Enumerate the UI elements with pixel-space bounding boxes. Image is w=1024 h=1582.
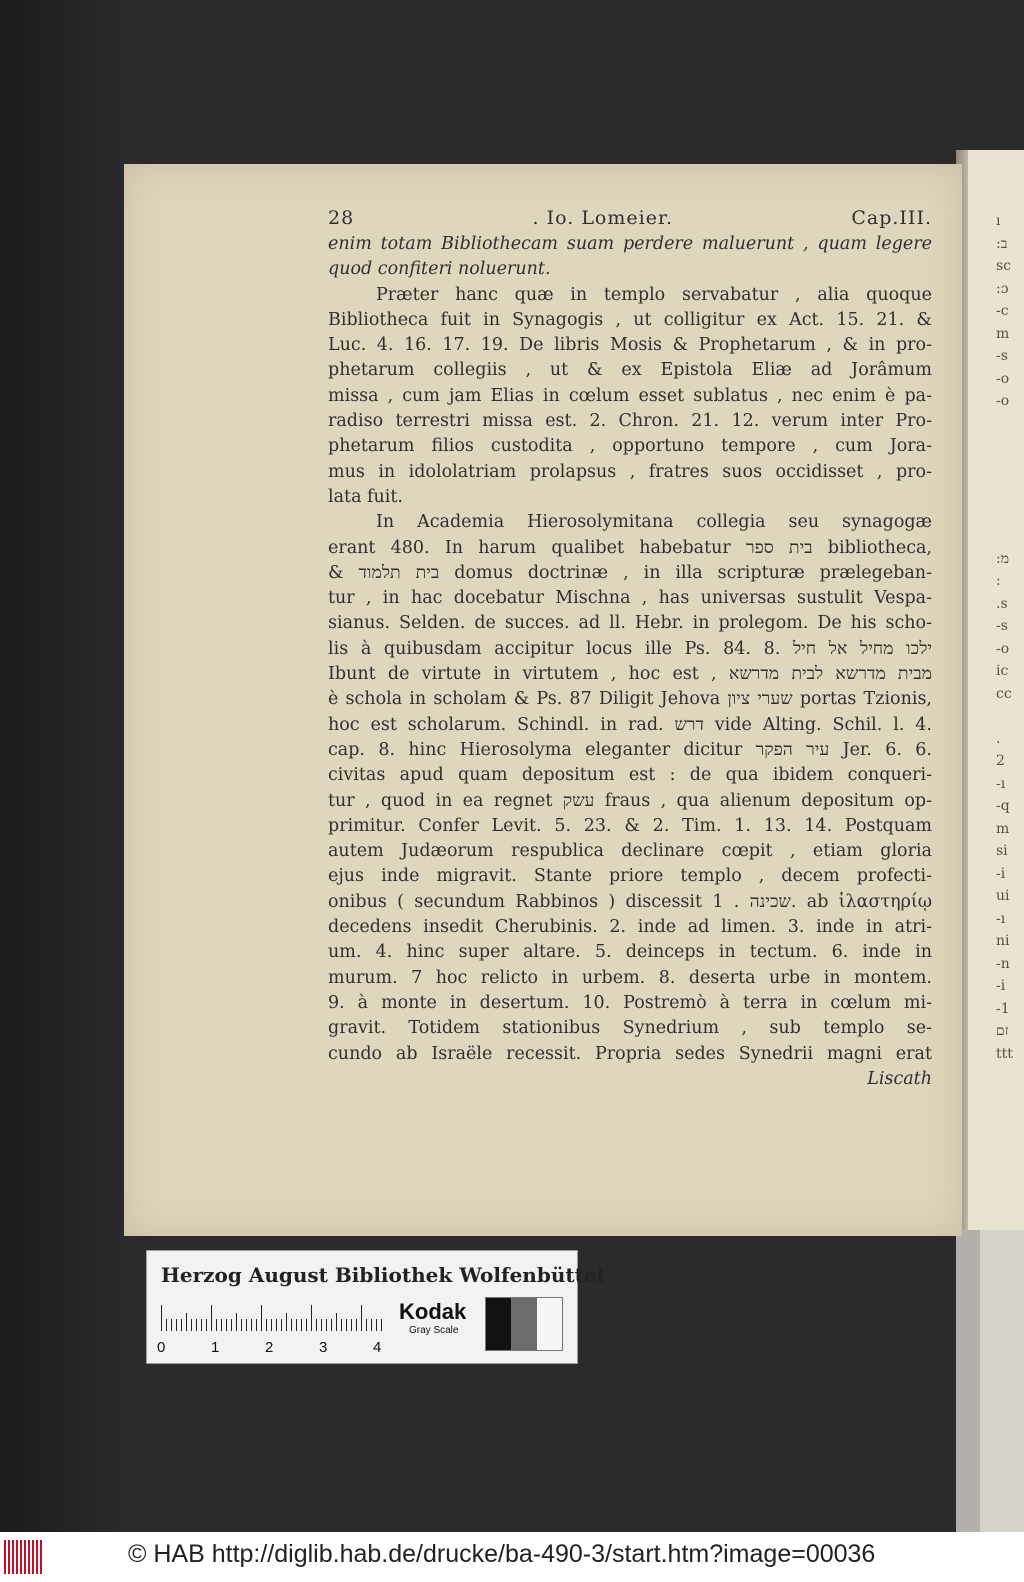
text-line: erant 480. In harum qualibet habebatur בית ספר bibliotheca, bbox=[328, 537, 932, 558]
ruler-tick bbox=[351, 1319, 352, 1331]
ruler-tick bbox=[196, 1319, 197, 1331]
ruler-tick bbox=[371, 1319, 372, 1331]
ruler-number: 2 bbox=[265, 1339, 274, 1356]
ruler-tick bbox=[326, 1319, 327, 1331]
facing-fragment bbox=[996, 525, 1024, 548]
ruler-tick bbox=[241, 1319, 242, 1331]
ruler-tick bbox=[166, 1319, 167, 1331]
ruler-tick bbox=[341, 1319, 342, 1331]
ruler-number: 0 bbox=[157, 1339, 166, 1356]
ruler-numbers bbox=[157, 1339, 397, 1359]
ruler-tick bbox=[316, 1319, 317, 1331]
ruler-tick bbox=[236, 1313, 237, 1331]
facing-fragment: -1 bbox=[996, 1000, 1010, 1017]
text-line: mus in idololatriam prolapsus , fratres suos occidisset , pro- bbox=[328, 461, 932, 482]
ruler-tick bbox=[306, 1319, 307, 1331]
text-line: hoc est scholarum. Schindl. in rad. דרש vide Alting. Schil. l. 4. bbox=[328, 714, 932, 735]
facing-fragment: -q bbox=[996, 798, 1010, 814]
ruler-number: 1 bbox=[211, 1339, 220, 1356]
facing-fragment: 2 bbox=[996, 753, 1005, 769]
text-line: radiso terrestri missa est. 2. Chron. 21. 12. verum inter Pro- bbox=[328, 411, 932, 432]
ruler-tick bbox=[321, 1319, 322, 1331]
ruler-tick bbox=[171, 1319, 172, 1331]
text-line: Præter hanc quæ in templo servabatur , alia quoque bbox=[376, 284, 932, 305]
ruler-tick bbox=[366, 1319, 367, 1331]
facing-page-lower-light bbox=[980, 1230, 1024, 1532]
text-line: phetarum collegiis , ut & ex Epistola Eliæ ad Jorâmum bbox=[328, 360, 932, 381]
text-line: Luc. 4. 16. 17. 19. De libris Mosis & Prophetarum , & in pro- bbox=[328, 335, 932, 356]
ruler-tick bbox=[201, 1319, 202, 1331]
text-line: enim totam Bibliothecam suam perdere maluerunt , quam legere bbox=[328, 234, 932, 254]
running-title: . Io. Lomeier. bbox=[532, 207, 673, 229]
ruler-tick bbox=[186, 1313, 187, 1331]
facing-fragment: -s bbox=[996, 348, 1008, 364]
ruler-tick bbox=[281, 1319, 282, 1331]
page-number: 28 bbox=[328, 207, 355, 229]
text-line: lata fuit. bbox=[328, 486, 403, 507]
barcode-icon bbox=[4, 1540, 44, 1574]
facing-fragment: cc bbox=[996, 685, 1012, 702]
facing-fragment: . bbox=[996, 730, 1001, 747]
facing-fragment: -ı bbox=[996, 910, 1006, 927]
ruler-tick bbox=[276, 1319, 277, 1331]
facing-fragment: -s bbox=[996, 618, 1008, 634]
page-body bbox=[328, 232, 932, 1067]
facing-fragment: זם bbox=[996, 1023, 1009, 1039]
facing-fragment: :ɔ bbox=[996, 280, 1009, 297]
ruler-tick bbox=[291, 1319, 292, 1331]
institution-name: Herzog August Bibliothek Wolfenbüttel bbox=[161, 1263, 605, 1287]
text-line: quod confiteri noluerunt. bbox=[328, 259, 551, 280]
text-line: autem Judæorum respublica declinare cœpit , etiam gloria bbox=[328, 841, 932, 862]
facing-fragment: -o bbox=[996, 393, 1010, 409]
text-line: um. 4. hinc super altare. 5. deinceps in tectum. 6. inde in bbox=[328, 942, 932, 963]
facing-fragment: : bbox=[996, 573, 1001, 589]
text-line: tur , quod in ea regnet עשק fraus , qua alienum depositum op- bbox=[328, 790, 932, 811]
ruler-tick bbox=[296, 1319, 297, 1331]
ruler-tick bbox=[246, 1319, 247, 1331]
facing-fragment: si bbox=[996, 843, 1008, 859]
facing-fragment bbox=[996, 705, 1024, 728]
text-line: & בית תלמוד domus doctrinæ , in illa scripturæ prælegeban- bbox=[328, 562, 932, 583]
text-line: murum. 7 hoc relicto in urbem. 8. deserta urbe in montem. bbox=[328, 967, 932, 988]
color-scale-card bbox=[146, 1250, 605, 1364]
kodak-logo: Kodak bbox=[399, 1299, 467, 1324]
ruler-tick bbox=[311, 1305, 312, 1331]
measure-ruler bbox=[161, 1303, 381, 1337]
facing-fragment: -ı bbox=[996, 775, 1006, 792]
text-line: Bibliotheca fuit in Synagogis , ut colligitur ex Act. 15. 21. & bbox=[328, 309, 932, 330]
facing-fragment: ttt bbox=[996, 1045, 1013, 1062]
text-line: phetarum filios custodita , opportuno tempore , cum Jora- bbox=[328, 436, 932, 457]
ruler-tick bbox=[266, 1319, 267, 1331]
ruler-tick bbox=[206, 1319, 207, 1331]
ruler-tick bbox=[221, 1319, 222, 1331]
chapter-label: Cap.III. bbox=[851, 207, 932, 229]
facing-fragment bbox=[996, 480, 1024, 503]
text-line: 9. à monte in desertum. 10. Postremò à terra in cœlum mi- bbox=[328, 992, 932, 1013]
ruler-tick bbox=[256, 1319, 257, 1331]
footer-bar bbox=[0, 1532, 1024, 1582]
facing-fragment: m bbox=[996, 820, 1010, 837]
ruler-tick bbox=[191, 1319, 192, 1331]
ruler-tick bbox=[331, 1319, 332, 1331]
facing-fragment: -c bbox=[996, 303, 1009, 319]
text-line: ejus inde migravit. Stante priore templo , decem profecti- bbox=[328, 866, 932, 887]
facing-fragment: ı bbox=[996, 213, 1001, 229]
ruler-tick bbox=[231, 1319, 232, 1331]
ruler-tick bbox=[301, 1319, 302, 1331]
text-line: civitas apud quam depositum est : de qua ibidem conqueri- bbox=[328, 765, 932, 786]
gray-patch bbox=[486, 1298, 511, 1350]
facing-fragment bbox=[996, 413, 1024, 436]
ruler-tick bbox=[176, 1319, 177, 1331]
facing-fragment: ic bbox=[996, 663, 1009, 679]
facing-fragment bbox=[996, 435, 1024, 458]
ruler-tick bbox=[181, 1319, 182, 1331]
ruler-tick bbox=[226, 1319, 227, 1331]
facing-page-text bbox=[996, 210, 1024, 1065]
ruler-number: 3 bbox=[319, 1339, 328, 1356]
ruler-tick bbox=[356, 1319, 357, 1331]
ruler-tick bbox=[211, 1305, 212, 1331]
text-line: onibus ( secundum Rabbinos ) discessit שכינה . 1. ab ἱλαστηρίῳ bbox=[328, 891, 932, 912]
copyright-url[interactable]: © HAB http://diglib.hab.de/drucke/ba-490-3/start.htm?image=00036 bbox=[128, 1540, 876, 1568]
running-header bbox=[328, 204, 932, 232]
gray-patches bbox=[485, 1297, 563, 1351]
facing-fragment: .s bbox=[996, 595, 1008, 612]
facing-fragment: -i bbox=[996, 978, 1006, 994]
facing-fragment: :ב bbox=[996, 235, 1008, 252]
facing-fragment: ni bbox=[996, 933, 1010, 949]
page-content bbox=[328, 204, 932, 1092]
text-line: è schola in scholam & Ps. 87 Diligit Jehova שערי ציון portas Tzionis, bbox=[328, 689, 932, 710]
text-line: missa , cum jam Elias in cœlum esset sublatus , nec enim è pa- bbox=[328, 385, 932, 406]
ruler-tick bbox=[336, 1313, 337, 1331]
gray-scale-caption: Gray Scale bbox=[409, 1325, 459, 1336]
ruler-tick bbox=[271, 1319, 272, 1331]
gray-patch bbox=[537, 1298, 562, 1350]
ruler-tick bbox=[381, 1319, 382, 1331]
gray-patch bbox=[511, 1298, 536, 1350]
ruler-tick bbox=[361, 1305, 362, 1331]
facing-fragment: ui bbox=[996, 888, 1010, 904]
facing-fragment bbox=[996, 503, 1024, 526]
ruler-tick bbox=[286, 1313, 287, 1331]
text-line: sianus. Selden. de succes. ad ll. Hebr. in prolegom. De his scho- bbox=[328, 613, 932, 634]
facing-fragment: -o bbox=[996, 370, 1010, 387]
text-line: decedens insedit Cherubinis. 2. inde ad limen. 3. inde in atri- bbox=[328, 917, 932, 938]
facing-fragment: -n bbox=[996, 955, 1010, 972]
text-line: gravit. Totidem stationibus Synedrium , sub templo se- bbox=[328, 1018, 932, 1039]
catchword: Liscath bbox=[867, 1068, 932, 1089]
facing-fragment: :מ bbox=[996, 550, 1010, 567]
text-line: tur , in hac docebatur Mischna , has universas sustulit Vespa- bbox=[328, 588, 932, 609]
facing-page-edge bbox=[968, 150, 1024, 1230]
text-line: cundo ab Israële recessit. Propria sedes Synedrii magni erat bbox=[328, 1043, 932, 1064]
text-line: primitur. Confer Levit. 5. 23. & 2. Tim. 1. 13. 14. Postquam bbox=[328, 815, 932, 836]
facing-fragment: -i bbox=[996, 865, 1006, 882]
text-line: Ibunt de virtute in virtutem , hoc est , מבית מדרשא לבית מדרשא bbox=[328, 664, 932, 685]
facing-fragment: m bbox=[996, 325, 1010, 342]
ruler-number: 4 bbox=[373, 1339, 382, 1356]
text-line: In Academia Hierosolymitana collegia seu synagogæ bbox=[376, 512, 932, 533]
scanner-bed-left bbox=[0, 0, 140, 1532]
facing-fragment: sc bbox=[996, 258, 1012, 274]
ruler-tick bbox=[251, 1319, 252, 1331]
ruler-tick bbox=[161, 1305, 162, 1331]
text-line: cap. 8. hinc Hierosolyma eleganter dicitur עיר הפקר Jer. 6. 6. bbox=[328, 739, 932, 760]
facing-fragment bbox=[996, 458, 1024, 481]
ruler-tick bbox=[376, 1319, 377, 1331]
book-page bbox=[124, 164, 962, 1236]
ruler-tick bbox=[261, 1305, 262, 1331]
ruler-tick bbox=[346, 1319, 347, 1331]
ruler-tick bbox=[216, 1319, 217, 1331]
text-line: lis à quibusdam accipitur locus ille Ps. 84. 8. ילכו מחיל אל חיל bbox=[328, 638, 932, 659]
facing-fragment: -o bbox=[996, 640, 1010, 657]
